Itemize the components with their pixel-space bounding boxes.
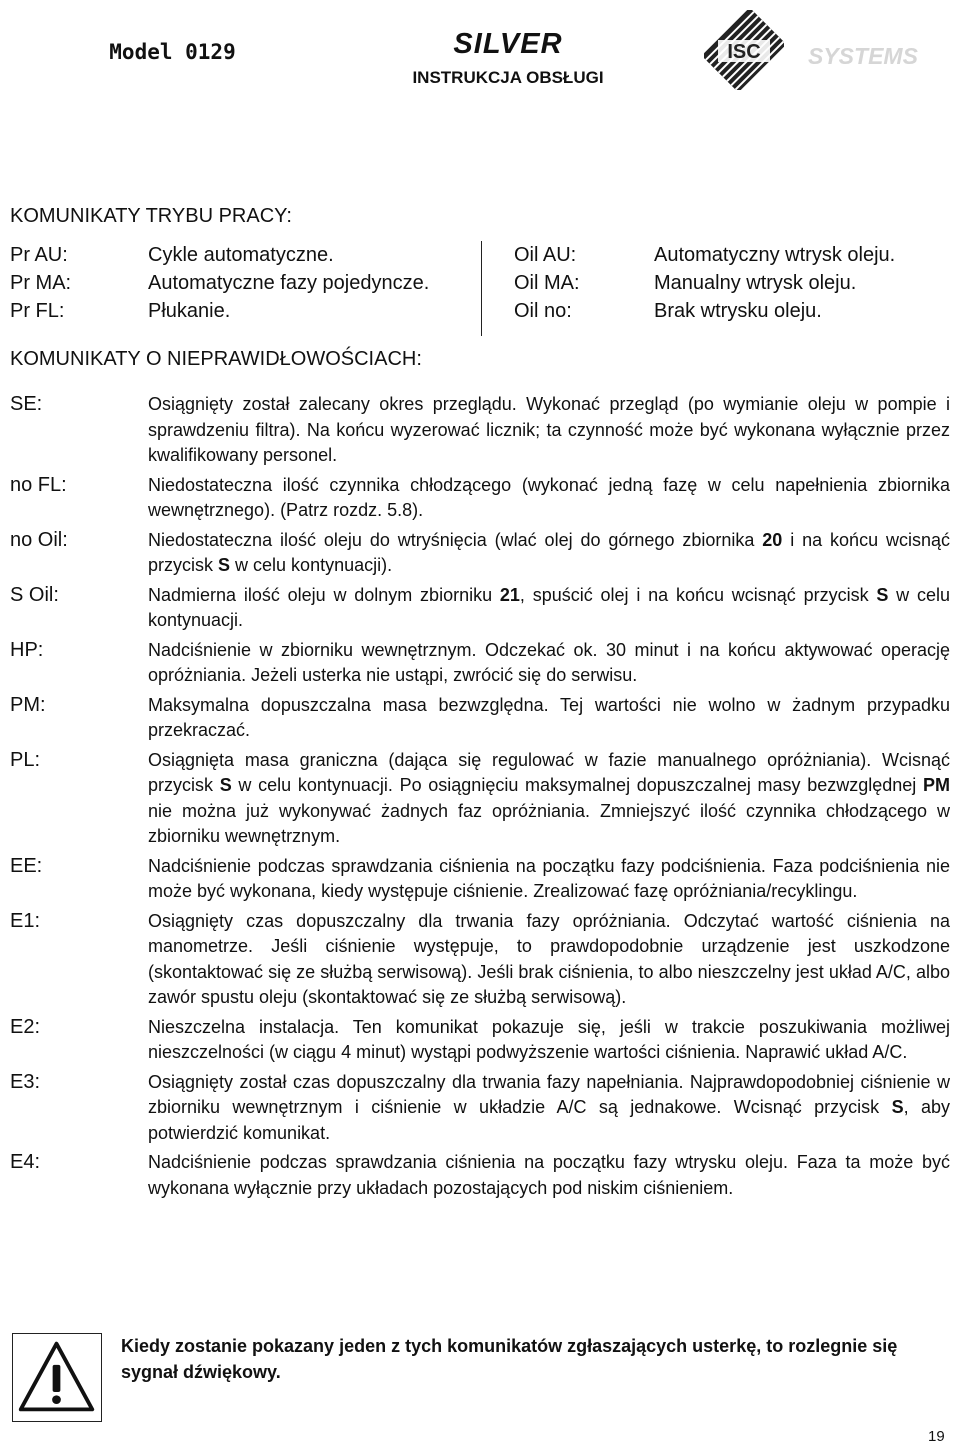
error-code: SE: [10,393,43,415]
error-text: w celu kontynuacji. Po osiągnięciu maksymalnej dopuszczalnej masy bezwzględnej [231,775,923,795]
header-brand: SILVER [453,28,563,60]
svg-text:ISC: ISC [727,41,761,63]
error-item [0,748,960,850]
error-text: i na końcu wcisnąć przycisk [148,529,950,575]
mode-text: Automatyczne fazy pojedyncze. [148,272,430,294]
error-item [0,473,960,524]
error-description [148,473,950,524]
error-code: HP: [10,638,44,661]
error-code: no FL: [10,473,67,496]
error-text: Osiągnięta masa graniczna (dająca się regulować w fazie manualnego opróżniania). Wcisnąć przycisk [148,749,950,795]
emphasized-token: S [218,555,231,575]
error-text: Nadciśnienie w zbiorniku wewnętrznym. Odczekać ok. 30 minut i na końcu aktywować operację opróżniania. Jeżeli usterka nie ustąpi, zwrócić się do serwisu. [148,639,950,685]
mode-code: Pr FL: [10,300,65,322]
mode-code: Pr AU: [10,244,68,266]
modes-section-title: KOMUNIKATY TRYBU PRACY: [10,205,292,227]
error-code: no Oil: [10,528,68,551]
emphasized-token: S [876,584,889,605]
error-text: Nadciśnienie podczas sprawdzania ciśnienia na początku fazy podciśnienia. Faza podciśnienia nie może być wykonana, kiedy występuje ciśnienie. Zrealizować fazę opróżniania/recyklingu. [148,855,950,901]
emphasized-token: S [891,1097,904,1117]
error-code: E4: [10,1151,41,1173]
error-description [148,693,950,744]
error-item [0,854,960,905]
error-item [0,583,960,634]
error-item [0,1150,960,1201]
oil-mode-code: Oil AU: [514,244,577,266]
warning-box [12,1333,102,1422]
error-text: w celu kontynuacji. [148,584,950,630]
mode-text: Cykle automatyczne. [148,244,334,266]
error-description [148,583,950,634]
error-code: PL: [10,748,41,771]
page-header [0,0,960,118]
warning-triangle-icon [13,1334,100,1420]
error-item [0,1015,960,1066]
header-systems: SYSTEMS [808,43,918,69]
mode-text: Płukanie. [148,300,231,322]
error-text: Nieszczelna instalacja. Ten komunikat pokazuje się, jeśli w trakcie poszukiwania możliwej nieszczelności (w ciągu 4 minut) wystąpi podwyższenie wartości ciśnienia. Naprawić układ A/C. [148,1016,950,1062]
error-item [0,693,960,744]
error-description [148,1015,950,1066]
error-code: E1: [10,909,41,932]
error-item [0,638,960,689]
oil-mode-text: Automatyczny wtrysk oleju. [654,244,896,266]
error-text: Osiągnięty czas dopuszczalny dla trwania fazy opróżniania. Odczytać wartość ciśnienia na manometrze. Jeśli ciśnienie występuje, to prawdopodobnie urządzenie jest uszkodzone (skontaktować się ze służbą serwisową). Jeśli brak ciśnienia, to albo nieszczelny jest układ A/C, albo zawór spustu oleju (skontaktować się ze służbą serwisową). [148,910,950,1007]
error-description [148,854,950,905]
oil-mode-text: Brak wtrysku oleju. [654,300,822,322]
error-description [148,1070,950,1147]
oil-mode-code: Oil no: [514,300,572,322]
error-item [0,392,960,469]
error-text: w celu kontynuacji). [230,555,393,575]
error-description [148,528,950,579]
oil-mode-text: Manualny wtrysk oleju. [654,272,857,294]
page-number: 19 [928,1428,945,1445]
column-divider [481,241,482,336]
error-text: Niedostateczna ilość czynnika chłodzącego (wykonać jedną fazę w celu napełnienia zbiornika wewnętrznego). (Patrz rozdz. 5.8). [148,474,950,520]
warning-text: Kiedy zostanie pokazany jeden z tych komunikatów zgłaszających usterkę, to rozlegnie się sygnał dźwiękowy. [121,1336,898,1382]
error-item [0,1070,960,1147]
error-code: PM: [10,693,46,716]
error-text: nie można już wykonywać żadnych faz opróżniania. Zmniejszyć ilość czynnika chłodzącego w zbiorniku wewnętrznym. [148,800,950,846]
error-description [148,909,950,1011]
error-description [148,1150,950,1201]
errors-list [0,392,960,1205]
emphasized-token: 20 [762,529,783,550]
error-text: Osiągnięty został zalecany okres przeglądu. Wykonać przegląd (po wymianie oleju w pompie i sprawdzeniu filtra). Na końcu wyzerować licznik; ta czynność może być wykonana wyłącznie przez kwalifikowany personel. [148,394,950,465]
emphasized-token: PM [923,775,950,795]
error-item [0,909,960,1011]
error-text: Nadciśnienie podczas sprawdzania ciśnienia na początku fazy wtrysku oleju. Faza ta może być wykonana wyłącznie przy układach pozostających pod niskim ciśnieniem. [148,1152,950,1198]
company-logo-icon [704,10,784,90]
mode-code: Pr MA: [10,272,72,294]
error-text: , spuścić olej i na końcu wcisnąć przycisk [519,584,877,605]
emphasized-token: 21 [499,584,520,605]
error-text: Niedostateczna ilość oleju do wtryśnięcia (wlać olej do górnego zbiornika [148,529,763,550]
error-code: S Oil: [10,583,59,606]
error-description [148,392,950,469]
header-model: Model 0129 [109,40,236,64]
error-code: E2: [10,1015,41,1038]
header-subtitle: INSTRUKCJA OBSŁUGI [412,68,604,87]
error-text: Osiągnięty został czas dopuszczalny dla trwania fazy napełniania. Najprawdopodobniej ciśnienie w zbiorniku wewnętrznym i ciśnienie w układzie A/C są jednakowe. Wcisnąć przycisk [148,1071,950,1117]
error-code: E3: [10,1070,41,1093]
error-item [0,528,960,579]
error-text: Nadmierna ilość oleju w dolnym zbiorniku [148,584,500,605]
emphasized-token: S [219,775,232,795]
error-text: , aby potwierdzić komunikat. [148,1097,950,1143]
error-description [148,638,950,689]
error-text: Maksymalna dopuszczalna masa bezwzględna. Tej wartości nie wolno w żadnym przypadku przekraczać. [148,694,950,740]
error-description [148,748,950,850]
oil-mode-code: Oil MA: [514,272,580,294]
error-code: EE: [10,854,43,877]
errors-section-title: KOMUNIKATY O NIEPRAWIDŁOWOŚCIACH: [10,348,422,370]
